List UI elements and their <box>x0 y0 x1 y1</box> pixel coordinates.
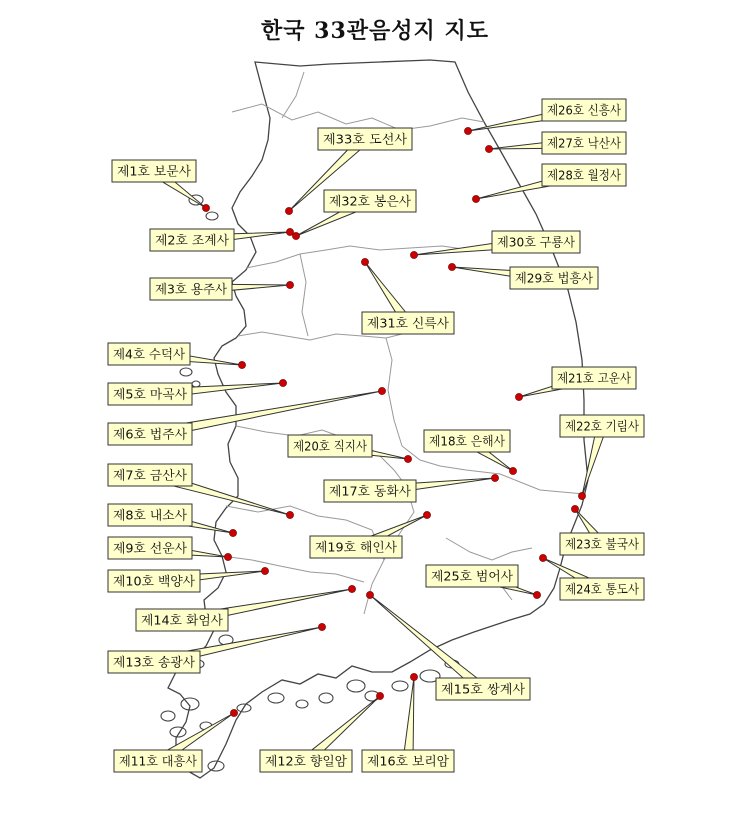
site-label: 제31호 신륵사 <box>367 315 449 331</box>
site-marker <box>533 591 540 598</box>
site-label: 제17호 동화사 <box>329 483 411 499</box>
site-callout-17 <box>324 474 499 502</box>
site-marker <box>515 393 522 400</box>
site-marker <box>578 492 585 499</box>
site-callout-30 <box>410 231 580 259</box>
site-label: 제2호 조계사 <box>155 232 229 248</box>
site-callout-4 <box>108 343 246 369</box>
site-callout-1 <box>112 160 210 212</box>
site-label: 제20호 직지사 <box>293 438 367 454</box>
site-label: 제26호 신흥사 <box>547 102 621 118</box>
site-callout-24 <box>539 554 644 600</box>
province-borders <box>222 72 584 614</box>
site-marker <box>571 505 578 512</box>
site-callout-20 <box>288 435 412 463</box>
site-label: 제10호 백양사 <box>113 573 195 589</box>
site-callout-21 <box>515 367 636 401</box>
site-marker <box>261 567 268 574</box>
site-callout-19 <box>310 511 431 558</box>
site-marker <box>485 145 492 152</box>
site-marker <box>509 467 516 474</box>
site-label: 제30호 구룡사 <box>497 234 575 250</box>
site-marker <box>318 623 325 630</box>
site-label: 제1호 보문사 <box>117 163 191 179</box>
site-marker <box>279 379 286 386</box>
site-callout-32 <box>292 190 416 240</box>
site-label: 제22호 기림사 <box>565 418 639 434</box>
site-callout-5 <box>108 379 287 405</box>
site-marker <box>286 511 293 518</box>
site-marker <box>448 263 455 270</box>
site-label: 제3호 용주사 <box>155 281 227 297</box>
site-callout-9 <box>108 537 232 561</box>
site-marker <box>238 361 245 368</box>
site-marker <box>491 474 498 481</box>
site-marker <box>378 387 385 394</box>
site-label: 제15호 쌍계사 <box>441 681 525 697</box>
site-callout-28 <box>472 164 626 203</box>
site-marker <box>285 207 292 214</box>
site-callout-18 <box>424 430 517 475</box>
site-marker <box>539 554 546 561</box>
site-label: 제8호 내소사 <box>113 507 187 523</box>
site-label: 제14호 화엄사 <box>141 612 223 628</box>
site-marker <box>230 709 237 716</box>
site-label: 제19호 해인사 <box>315 539 397 555</box>
site-label: 제13호 송광사 <box>113 654 195 670</box>
site-label: 제32호 봉은사 <box>329 193 411 209</box>
site-callout-22 <box>560 415 644 500</box>
site-marker <box>366 591 373 598</box>
site-label: 제6호 법주사 <box>113 426 187 442</box>
site-callout-25 <box>426 565 541 599</box>
site-label: 제5호 마곡사 <box>113 386 187 402</box>
site-marker <box>229 529 236 536</box>
site-label: 제11호 대흥사 <box>119 753 197 769</box>
site-label: 제9호 선운사 <box>113 540 187 556</box>
site-marker <box>410 673 417 680</box>
site-marker <box>404 455 411 462</box>
site-marker <box>464 127 471 134</box>
site-callout-3 <box>150 278 294 300</box>
site-callout-2 <box>150 228 294 251</box>
site-label: 제7호 금산사 <box>113 467 187 483</box>
site-marker <box>224 553 231 560</box>
site-callout-29 <box>448 263 598 289</box>
site-marker <box>286 281 293 288</box>
site-marker <box>472 195 479 202</box>
site-marker <box>361 258 368 265</box>
site-callout-27 <box>485 132 626 154</box>
site-marker <box>292 232 299 239</box>
site-callout-31 <box>361 258 454 334</box>
site-marker <box>423 511 430 518</box>
site-label: 제23호 불국사 <box>565 536 639 552</box>
site-label: 제24호 통도사 <box>565 581 639 597</box>
site-callout-10 <box>108 567 269 592</box>
site-marker <box>348 585 355 592</box>
map-title: 한국 33관음성지 지도 <box>261 18 489 44</box>
site-label: 제27호 낙산사 <box>547 135 621 151</box>
site-label: 제28호 월정사 <box>547 167 621 183</box>
site-marker <box>202 204 209 211</box>
site-label: 제29호 법흥사 <box>515 270 593 286</box>
site-label: 제33호 도선사 <box>323 131 407 147</box>
site-label: 제21호 고운사 <box>557 370 631 386</box>
site-label: 제4호 수덕사 <box>113 346 185 362</box>
site-callout-15 <box>366 591 530 700</box>
site-label: 제12호 향일암 <box>265 753 347 769</box>
site-label: 제25호 범어사 <box>431 568 513 584</box>
site-label: 제16호 보리암 <box>367 753 449 769</box>
site-label: 제18호 은해사 <box>429 433 505 449</box>
site-marker <box>410 251 417 258</box>
site-marker <box>376 692 383 699</box>
